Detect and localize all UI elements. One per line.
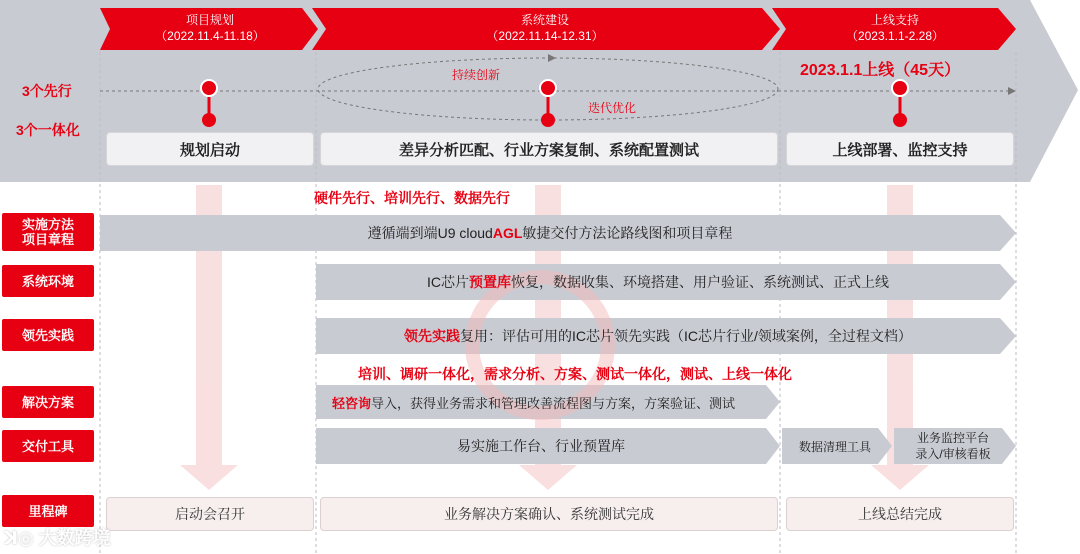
solution-text: [316, 385, 776, 419]
phase-3-dates: （2023.1.1-2.28）: [845, 29, 945, 43]
solution-text-post: 导入，获得业务需求和管理改善流程图与方案，方案验证、测试: [371, 395, 736, 411]
watermark-logo: [4, 524, 111, 550]
label-solution: 解决方案: [2, 386, 94, 418]
solution-text-highlight: 轻咨询: [332, 395, 372, 411]
tool-data-cleaning: 数据清理工具: [798, 439, 871, 454]
three-integration-label: 3个一体化: [16, 122, 80, 138]
cycle-label-iteration: 迭代优化: [588, 101, 637, 115]
phase-2-name: 系统建设: [520, 13, 569, 27]
tool-monitor-line2: 录入/审核看板: [915, 447, 991, 461]
tool-monitor-line1: 业务监控平台: [916, 431, 989, 445]
stage-box-support: 上线部署、监控支持: [786, 132, 1014, 166]
label-env: 系统环境: [2, 265, 94, 297]
phase-3-name: 上线支持: [870, 13, 919, 27]
watermark-icon: ꓘ◎: [4, 528, 39, 548]
method-text-post: 敏捷交付方法论路线图和项目章程: [522, 225, 733, 241]
env-text: [316, 264, 1000, 300]
watermark-text: 大数跨境: [38, 528, 111, 548]
label-milestone: 里程碑: [2, 495, 94, 527]
method-text-highlight: AGL: [492, 225, 523, 241]
method-text-pre: 遵循端到端U9 cloud: [367, 225, 493, 241]
label-method: [2, 213, 94, 251]
practice-text: [316, 318, 1000, 354]
label-tools: 交付工具: [2, 430, 94, 462]
cycle-label-innovation: 持续创新: [452, 68, 501, 82]
label-method-text: 实施方法 项目章程: [21, 217, 74, 247]
phase-3: [780, 12, 1010, 44]
milestone-summary: 上线总结完成: [786, 497, 1014, 531]
env-text-post: 恢复，数据收集、环境搭建、用户验证、系统测试、正式上线: [511, 274, 889, 290]
practice-text-highlight: 领先实践: [404, 328, 461, 344]
phase-1-name: 项目规划: [185, 13, 234, 27]
phase-2: [320, 12, 770, 44]
tools-text: 易实施工作台、行业预置库: [457, 438, 625, 454]
stage-box-build: 差异分析匹配、行业方案复制、系统配置测试: [320, 132, 778, 166]
three-first-label: 3个先行: [22, 83, 72, 99]
go-live-label: 2023.1.1上线（45天）: [800, 62, 961, 79]
practice-text-post: 复用：评估可用的IC芯片领先实践（IC芯片行业/领域案例，全过程文档）: [460, 328, 912, 344]
method-text: [100, 215, 1000, 251]
env-text-highlight: 预置库: [469, 274, 511, 290]
tool-monitor: [894, 430, 1012, 462]
phase-2-dates: （2022.11.14-12.31）: [486, 29, 604, 43]
headline-first: 硬件先行、培训先行、数据先行: [314, 190, 510, 206]
env-text-pre: IC芯片: [427, 274, 469, 290]
stage-box-plan: 规划启动: [106, 132, 314, 166]
phase-1: [110, 12, 310, 44]
headline-integration: 培训、调研一体化，需求分析、方案、测试一体化，测试、上线一体化: [358, 366, 792, 382]
milestone-confirm: 业务解决方案确认、系统测试完成: [320, 497, 778, 531]
milestone-kickoff: 启动会召开: [106, 497, 314, 531]
phase-1-dates: （2022.11.4-11.18）: [155, 29, 265, 43]
label-practice: 领先实践: [2, 319, 94, 351]
